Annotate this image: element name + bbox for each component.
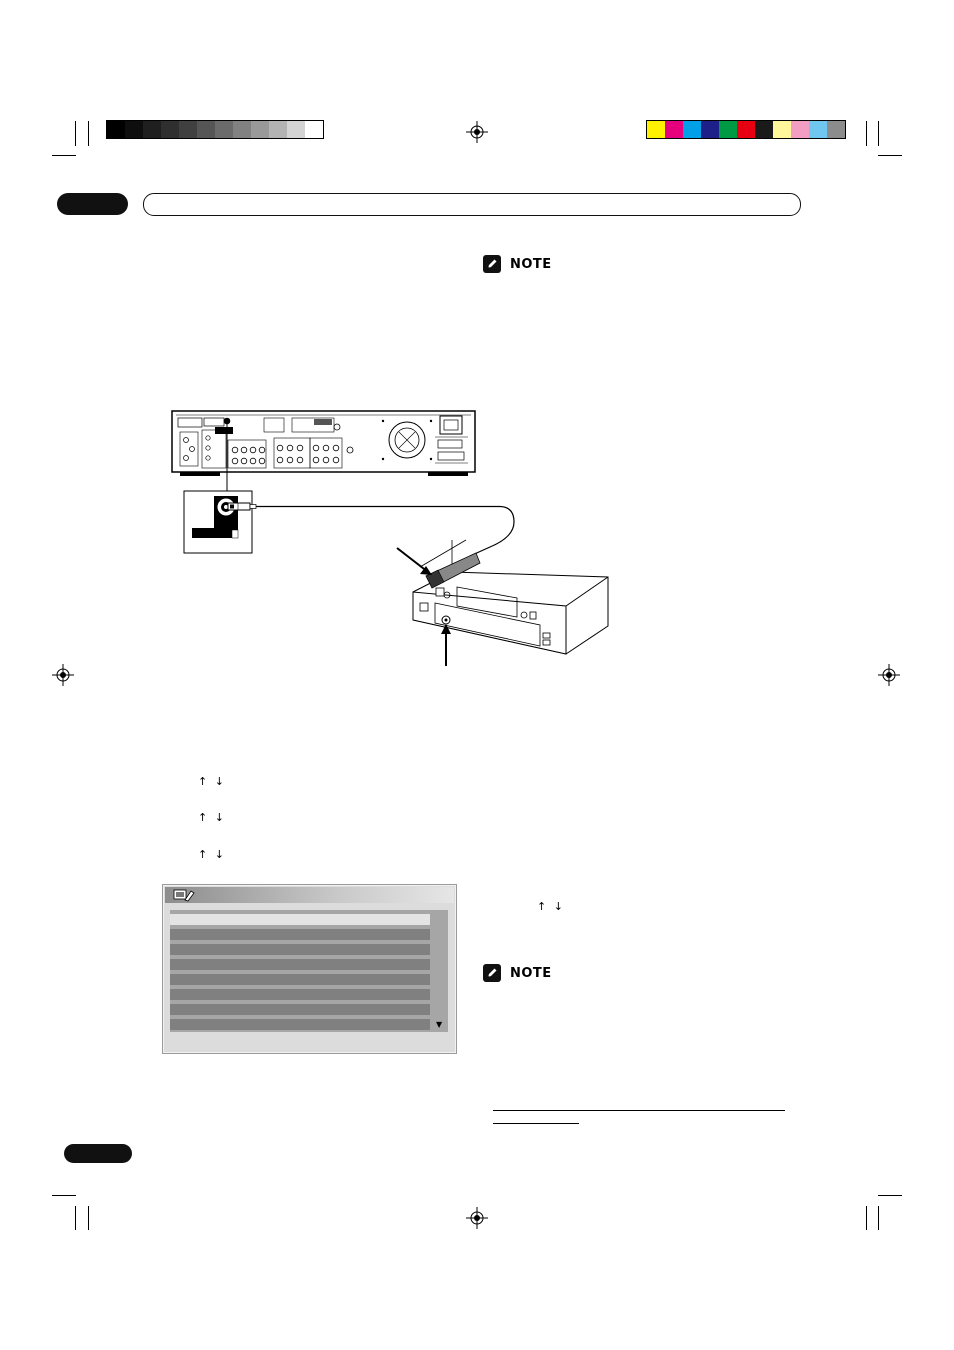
- color-swatch: [683, 121, 701, 138]
- menu-row[interactable]: [170, 929, 430, 940]
- connection-diagram: [168, 405, 618, 675]
- color-swatch: [305, 121, 323, 138]
- color-swatch: [197, 121, 215, 138]
- menu-row[interactable]: [170, 974, 430, 985]
- menu-row[interactable]: [170, 944, 430, 955]
- color-swatch: [737, 121, 755, 138]
- pencil-icon: [483, 964, 501, 982]
- menu-row[interactable]: [170, 914, 430, 925]
- pencil-icon: [483, 255, 501, 273]
- grayscale-calibration-bar: [106, 120, 324, 139]
- section-title-bar: [143, 193, 801, 216]
- color-swatch: [809, 121, 827, 138]
- color-swatch: [107, 121, 125, 138]
- color-swatch: [179, 121, 197, 138]
- crop-mark: [75, 1206, 76, 1230]
- scroll-down-icon[interactable]: ▼: [436, 1020, 443, 1029]
- menu-row[interactable]: [170, 1019, 430, 1030]
- crop-mark: [52, 155, 76, 156]
- external-device: [413, 540, 608, 654]
- pointer-arrow: [397, 548, 432, 575]
- menu-row[interactable]: [170, 1004, 430, 1015]
- section-tab: [57, 193, 128, 215]
- note-label: NOTE: [510, 965, 552, 981]
- crop-mark: [878, 1195, 902, 1196]
- color-swatch: [701, 121, 719, 138]
- pointer-arrow: [441, 624, 451, 666]
- setup-menu-screen: [162, 884, 457, 1054]
- color-swatch: [647, 121, 665, 138]
- color-swatch: [773, 121, 791, 138]
- inset-jack-closeup: [184, 491, 256, 553]
- menu-title-bar: [165, 887, 454, 903]
- color-swatch: [215, 121, 233, 138]
- setup-menu-icon: [173, 888, 195, 902]
- media-receiver-rear-panel: [172, 411, 475, 476]
- crop-mark: [878, 155, 902, 156]
- registration-mark-icon: [878, 664, 900, 686]
- color-swatch: [755, 121, 773, 138]
- page-number-tab: [64, 1144, 132, 1163]
- registration-mark-icon: [466, 1207, 488, 1229]
- arrow-keys-icon: ↑ ↓: [198, 848, 226, 861]
- arrow-keys-icon: ↑ ↓: [198, 775, 226, 788]
- note-label: NOTE: [510, 256, 552, 272]
- crop-mark: [88, 121, 89, 146]
- color-swatch: [161, 121, 179, 138]
- underline-rule: [493, 1110, 785, 1111]
- crop-mark: [866, 1206, 867, 1230]
- arrow-keys-icon: ↑ ↓: [198, 811, 226, 824]
- menu-list: [170, 910, 448, 1032]
- color-swatch: [665, 121, 683, 138]
- underline-rule: [493, 1123, 579, 1124]
- arrow-keys-icon: ↑ ↓: [537, 900, 565, 913]
- color-calibration-bar: [646, 120, 846, 139]
- crop-mark: [878, 1206, 879, 1230]
- registration-mark-icon: [52, 664, 74, 686]
- note-heading: [483, 255, 552, 273]
- color-swatch: [827, 121, 845, 138]
- note-heading: [483, 964, 552, 982]
- crop-mark: [878, 121, 879, 146]
- color-swatch: [269, 121, 287, 138]
- crop-mark: [75, 121, 76, 146]
- color-swatch: [791, 121, 809, 138]
- crop-mark: [52, 1195, 76, 1196]
- menu-scrollbar[interactable]: [432, 910, 448, 1032]
- color-swatch: [251, 121, 269, 138]
- registration-mark-icon: [466, 121, 488, 143]
- color-swatch: [719, 121, 737, 138]
- color-swatch: [287, 121, 305, 138]
- color-swatch: [143, 121, 161, 138]
- color-swatch: [125, 121, 143, 138]
- crop-mark: [88, 1206, 89, 1230]
- menu-row[interactable]: [170, 989, 430, 1000]
- color-swatch: [233, 121, 251, 138]
- crop-mark: [866, 121, 867, 146]
- menu-row[interactable]: [170, 959, 430, 970]
